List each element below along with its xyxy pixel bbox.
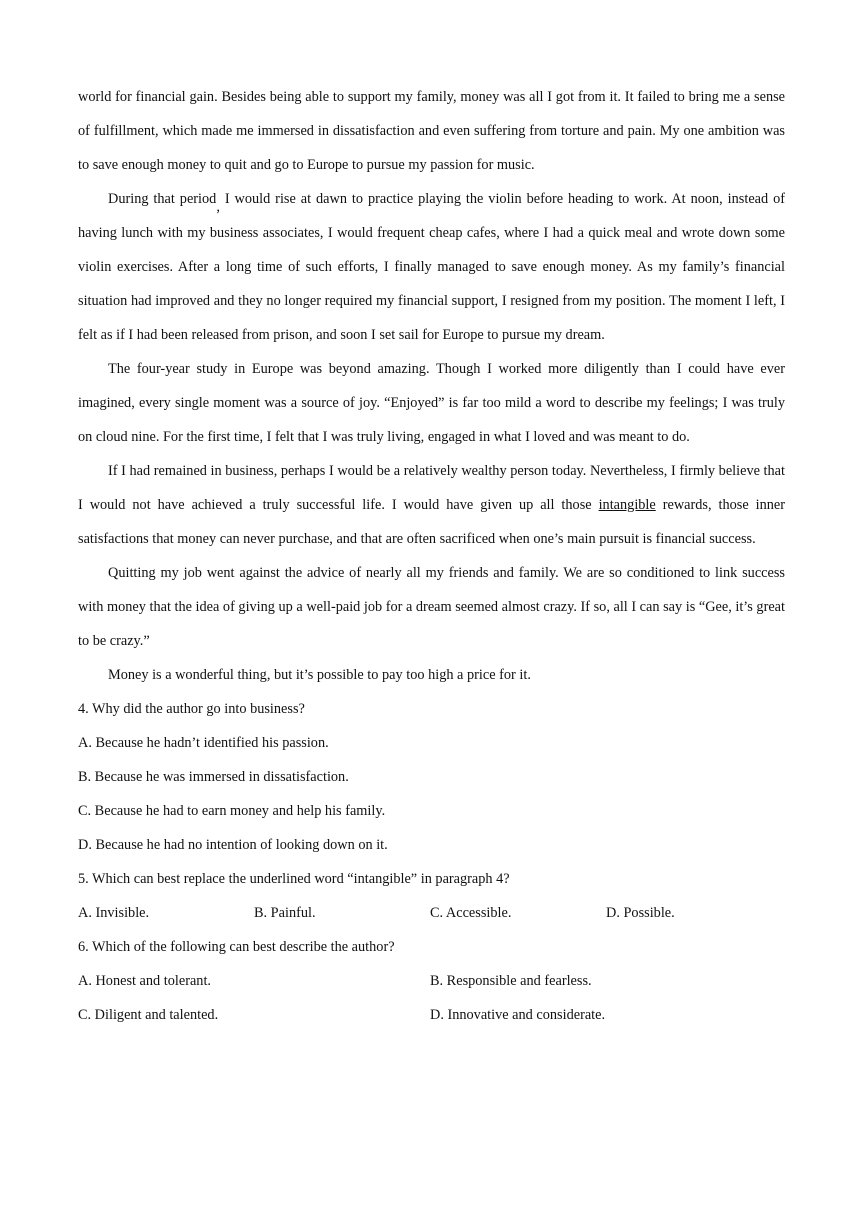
underlined-word: intangible xyxy=(598,497,656,513)
paragraph-6: Money is a wonderful thing, but it’s possible to pay too high a price for it. xyxy=(108,667,531,683)
question-5-option-a: A. Invisible. xyxy=(78,905,150,921)
question-6-option-d: D. Innovative and considerate. xyxy=(430,1007,606,1023)
question-6-option-c: C. Diligent and talented. xyxy=(78,1007,219,1023)
paragraph-2-comma: , xyxy=(216,199,220,215)
paragraph-4 xyxy=(78,454,785,556)
question-5-options xyxy=(78,896,785,930)
question-5-option-c: C. Accessible. xyxy=(430,905,512,921)
question-6-options-row-2 xyxy=(78,998,785,1032)
question-6-option-a: A. Honest and tolerant. xyxy=(78,973,212,989)
question-6-option-b: B. Responsible and fearless. xyxy=(430,973,592,989)
paragraph-2 xyxy=(78,182,785,352)
paragraph-2-rest: I would rise at dawn to practice playing the violin before heading to work. At noon, instead of having lunch with my business associates, I would frequent cheap cafes, where I had a quick meal and wrote down some violin exercises. After a long time of such efforts, I finally managed to save enough money. As my family’s financial situation had improved and they no longer required my financial support, I resigned from my position. The moment I left, I felt as if I had been released from prison, and soon I set sail for Europe to pursue my dream. xyxy=(78,191,785,343)
document-page xyxy=(78,80,785,1032)
paragraph-4-after: rewards, those inner satisfactions that money can never purchase, and that are often sacrificed when one’s main pursuit is financial success. xyxy=(78,497,786,547)
question-5-option-b: B. Painful. xyxy=(254,905,316,921)
question-5-stem: 5. Which can best replace the underlined word “intangible” in paragraph 4? xyxy=(78,871,510,887)
question-4-option-d: D. Because he had no intention of looking down on it. xyxy=(78,837,388,853)
question-5-option-d: D. Possible. xyxy=(606,905,675,921)
paragraph-5: Quitting my job went against the advice of nearly all my friends and family. We are so conditioned to link success with money that the idea of giving up a well-paid job for a dream seemed almost crazy. If so, all I can say is “Gee, it’s great to be crazy.” xyxy=(78,565,785,649)
question-4-option-b: B. Because he was immersed in dissatisfaction. xyxy=(78,769,349,785)
question-4-stem: 4. Why did the author go into business? xyxy=(78,701,305,717)
paragraph-1: world for financial gain. Besides being able to support my family, money was all I got from it. It failed to bring me a sense of fulfillment, which made me immersed in dissatisfaction and even suffering from torture and pain. My one ambition was to save enough money to quit and go to Europe to pursue my passion for music. xyxy=(78,89,785,173)
question-6-options-row-1 xyxy=(78,964,785,998)
question-4-option-c: C. Because he had to earn money and help his family. xyxy=(78,803,386,819)
paragraph-2-start: During that period xyxy=(108,191,217,207)
paragraph-3: The four-year study in Europe was beyond amazing. Though I worked more diligently than I could have ever imagined, every single moment was a source of joy. “Enjoyed” is far too mild a word to describe my feelings; I was truly on cloud nine. For the first time, I felt that I was truly living, engaged in what I loved and was meant to do. xyxy=(78,361,785,445)
paragraph-4-before: If I had remained in business, perhaps I would be a relatively wealthy person today. Nevertheless, I firmly believe that I would not have achieved a truly successful life. I would have given up all those xyxy=(78,463,785,513)
question-4-option-a: A. Because he hadn’t identified his passion. xyxy=(78,735,329,751)
question-6-stem: 6. Which of the following can best describe the author? xyxy=(78,939,395,955)
